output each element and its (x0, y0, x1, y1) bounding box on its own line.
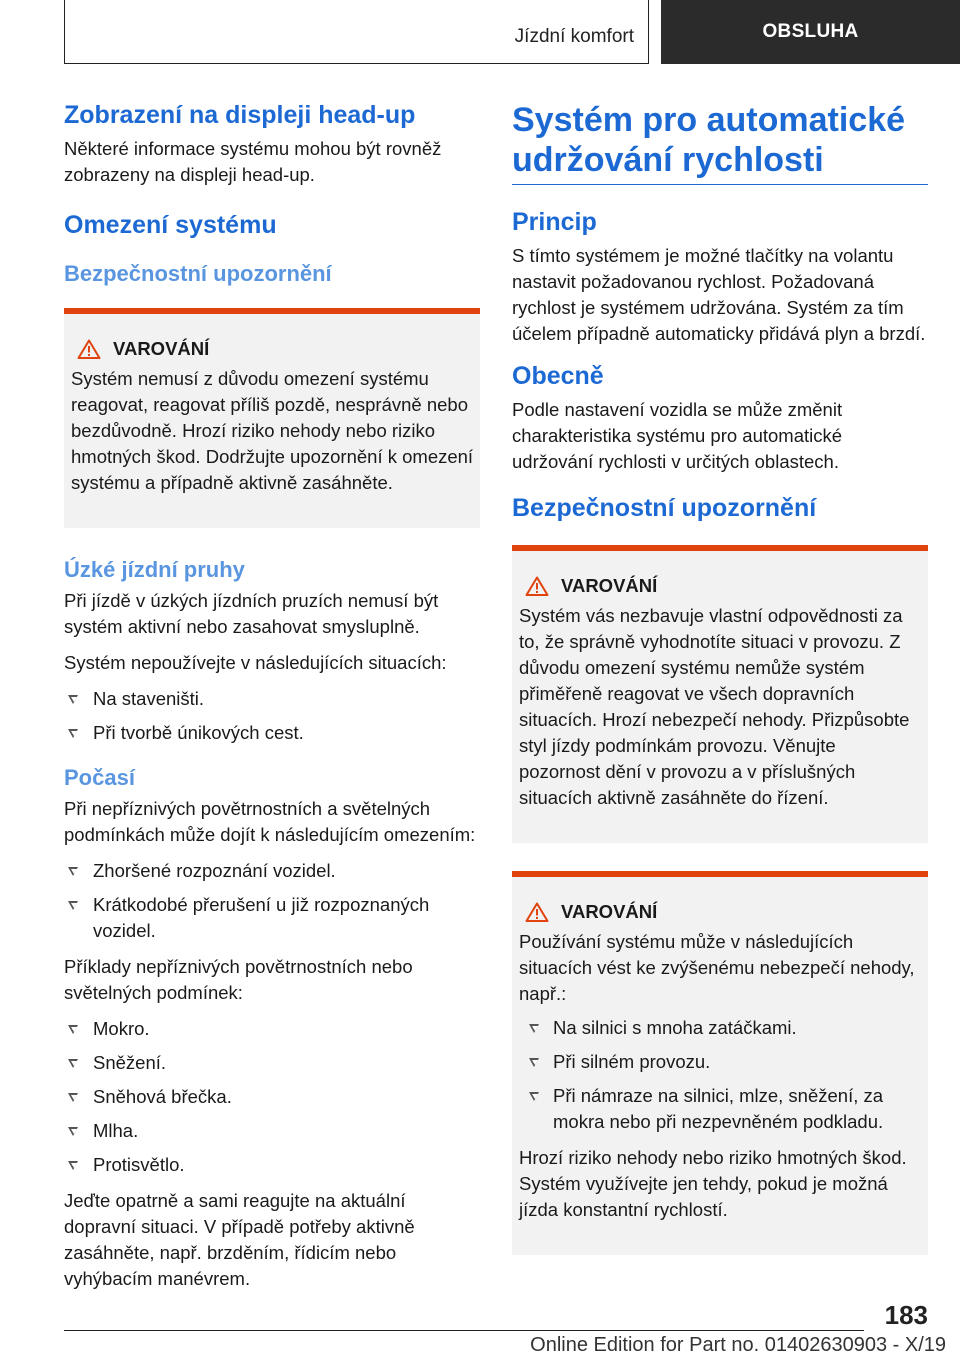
list-item: Sněžení. (64, 1050, 480, 1076)
warning-text: Systém vás nezbavuje vlastní odpovědnosti za to, že správně vyhodnotíte situaci v provozu. Z důvodu omezení systému nemůže systém přiměřeně reagovat ve všech dopravních situacích. Hrozí nebezpečí nehody. Přizpůsobte styl jízdy podmínkám provozu. Věnujte pozornost dění v provozu a v příslušných situacích aktivně zasáhněte do řízení. (519, 605, 910, 808)
weather-examples-list (64, 1016, 480, 1178)
header-frame (64, 0, 649, 64)
warning-head (71, 338, 474, 360)
list-item: Zhoršené rozpoznání vozidel. (64, 858, 480, 884)
warning-box-3 (512, 871, 928, 1255)
heading-general: Obecně (512, 362, 604, 390)
paragraph-weather-1: Při nepříznivých povětrnostních a světelných podmínkách může dojít k následujícím omezením: (64, 798, 476, 845)
heading-headup: Zobrazení na displeji head-up (64, 101, 416, 129)
heading-narrow: Úzké jízdní pruhy (64, 557, 245, 582)
list-item: Na silnici s mnoha zatáčkami. (519, 1015, 922, 1041)
heading-weather: Počasí (64, 765, 135, 790)
warning-box-1 (64, 308, 480, 528)
warning-text: Systém nemusí z důvodu omezení systému reagovat, reagovat příliš pozdě, nesprávně nebo bezdůvodně. Hrozí riziko nehody nebo riziko hmotných škod. Dodržujte upozornění k omezení systému a případně aktivně zasáhněte. (71, 368, 474, 493)
paragraph-general: Podle nastavení vozidla se může změnit charakteristika systému pro automatické udržování rychlosti v určitých oblastech. (512, 399, 843, 472)
main-title: Systém pro automatické udržování rychlosti (512, 101, 906, 179)
list-item: Na staveništi. (64, 686, 480, 712)
list-item: Mokro. (64, 1016, 480, 1042)
list-item: Protisvětlo. (64, 1152, 480, 1178)
list-item: Krátkodobé přerušení u již rozpoznaných vozidel. (64, 892, 480, 944)
paragraph-narrow-1: Při jízdě v úzkých jízdních pruzích nemusí být systém aktivní nebo zasahovat smysluplně. (64, 590, 439, 637)
heading-principle: Princip (512, 208, 597, 236)
warning-box-2 (512, 545, 928, 843)
list-item: Při tvorbě únikových cest. (64, 720, 480, 746)
footer-edition: Online Edition for Part no. 01402630903 - X/19 (530, 1334, 946, 1356)
weather-list (64, 858, 480, 944)
warning-triangle-icon (525, 576, 549, 596)
footer-rule (64, 1330, 864, 1331)
paragraph-narrow-2: Systém nepoužívejte v následujících situacích: (64, 652, 447, 673)
warning-text: Hrozí riziko nehody nebo riziko hmotných škod. Systém využívejte jen tehdy, pokud je možná jízda konstantní rychlostí. (519, 1147, 907, 1220)
paragraph-principle: S tímto systémem je možné tlačítky na volantu nastavit požadovanou rychlost. Požadovaná rychlost je systémem udržována. Systém za tím účelem případně automaticky přidává plyn a brzdí. (512, 245, 926, 344)
list-item: Při námraze na silnici, mlze, sněžení, za mokra nebo při nezpevněném podkladu. (519, 1083, 922, 1135)
title-rule (512, 184, 928, 185)
section-title: Jízdní komfort (514, 26, 634, 47)
warning-title: VAROVÁNÍ (113, 338, 210, 359)
warning-triangle-icon (525, 902, 549, 922)
narrow-list (64, 686, 480, 746)
heading-safety-right: Bezpečnostní upozornění (512, 494, 817, 522)
warning-title: VAROVÁNÍ (561, 901, 658, 922)
warning-head (519, 575, 922, 597)
list-item: Při silném provozu. (519, 1049, 922, 1075)
heading-safety-left: Bezpečnostní upozornění (64, 261, 332, 286)
paragraph-weather-2: Příklady nepříznivých povětrnostních nebo světelných podmínek: (64, 956, 413, 1003)
warning-title: VAROVÁNÍ (561, 575, 658, 596)
right-column (512, 100, 928, 1283)
chapter-tab: OBSLUHA (661, 0, 960, 64)
warning-head (519, 901, 922, 923)
list-item: Mlha. (64, 1118, 480, 1144)
left-column (64, 100, 480, 1302)
page-number: 183 (884, 1300, 928, 1330)
warning-list (519, 1015, 922, 1135)
list-item: Sněhová břečka. (64, 1084, 480, 1110)
heading-limits: Omezení systému (64, 211, 277, 239)
warning-triangle-icon (77, 339, 101, 359)
warning-text: Používání systému může v následujících situacích vést ke zvýšenému nebezpečí nehody, např.: (519, 931, 915, 1004)
paragraph-weather-3: Jeďte opatrně a sami reagujte na aktuální dopravní situaci. V případě potřeby aktivně zasáhněte, např. brzděním, řídicím nebo vyhýbacím manévrem. (64, 1190, 415, 1289)
paragraph-headup: Některé informace systému mohou být rovněž zobrazeny na displeji head-up. (64, 138, 442, 185)
